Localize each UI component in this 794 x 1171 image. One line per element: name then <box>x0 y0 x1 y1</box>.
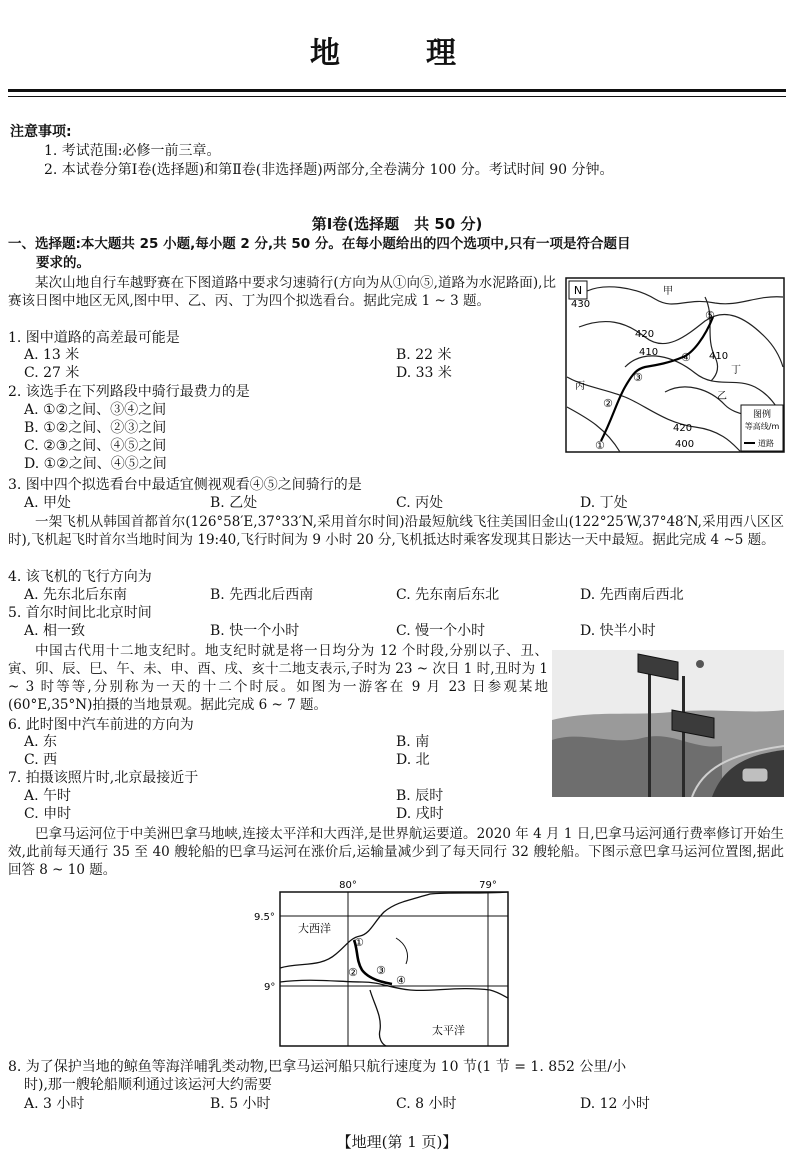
q3-option-c[interactable]: C. 丙处 <box>396 495 444 511</box>
contour-410: 410 <box>639 347 659 358</box>
q4-option-c[interactable]: C. 先东南后东北 <box>396 587 500 603</box>
stand-yi: 乙 <box>717 391 727 402</box>
contour-420b: 420 <box>673 423 693 434</box>
q4-option-d[interactable]: D. 先西南后西北 <box>580 587 684 603</box>
stand-ding: 丁 <box>731 365 741 376</box>
stand-bing: 丙 <box>575 381 585 392</box>
road-point-5: ⑤ <box>705 309 715 322</box>
lon-label-79: 79° <box>479 880 497 891</box>
q8-stem: 8. 为了保护当地的鲸鱼等海洋哺乳类动物,巴拿马运河船只航行速度为 10 节(1 节 = 1. 852 公里/小 <box>8 1059 627 1075</box>
q7-stem: 7. 拍摄该照片时,北京最接近于 <box>8 770 199 786</box>
q5-option-a[interactable]: A. 相一致 <box>24 623 86 639</box>
panama-canal-map <box>250 878 520 1050</box>
part-instruction-cont: 要求的。 <box>36 255 90 271</box>
contour-420: 420 <box>635 329 655 340</box>
road-point-3: ③ <box>633 371 643 384</box>
q6-option-b[interactable]: B. 南 <box>396 734 430 750</box>
passage-4: 巴拿马运河位于中美洲巴拿马地峡,连接太平洋和大西洋,是世界航运要道。2020 年 4 月 1 日,巴拿马运河通行费率修订开始生效,此前每天通行 35 至 40 艘轮船的巴拿马运河在涨价后,运输量减少到了每天同行 32 艘轮船。下图示意巴拿马运河位置图,据此回答 8 ~ 10 题。 <box>8 826 784 878</box>
q7-option-a[interactable]: A. 午时 <box>24 788 72 804</box>
notice-heading: 注意事项: <box>10 124 72 140</box>
page-footer: 【地理(第 1 页)】 <box>336 1133 458 1151</box>
q8-option-b[interactable]: B. 5 小时 <box>210 1096 271 1112</box>
part-instruction: 一、选择题:本大题共 25 小题,每小题 2 分,共 50 分。在每小题给出的四个选项中,只有一项是符合题目 <box>8 236 631 252</box>
q3-stem: 3. 图中四个拟选看台中最适宜侧视观看④⑤之间骑行的是 <box>8 477 362 493</box>
q7-option-b[interactable]: B. 辰时 <box>396 788 444 804</box>
north-arrow-label: N <box>573 284 583 297</box>
legend-title: 图例 <box>752 410 772 420</box>
q7-option-c[interactable]: C. 申时 <box>24 806 72 822</box>
passage-1: 某次山地自行车越野赛在下图道路中要求匀速骑行(方向为从①向⑤,道路为水泥路面),比赛该日图中地区无风,图中甲、乙、丙、丁为四个拟选看台。据此完成 1 ~ 3 题。 <box>8 275 556 309</box>
page-title: 地 理 <box>310 36 484 71</box>
section-title: 第Ⅰ卷(选择题 共 50 分) <box>311 215 483 233</box>
q2-option-d[interactable]: D. ①②之间、④⑤之间 <box>24 456 167 472</box>
lon-label-80: 80° <box>339 880 357 891</box>
q1-option-c[interactable]: C. 27 米 <box>24 365 80 381</box>
atlantic-label: 大西洋 <box>298 922 331 935</box>
road-point-1: ① <box>595 439 605 452</box>
q5-stem: 5. 首尔时间比北京时间 <box>8 605 152 621</box>
q1-stem: 1. 图中道路的高差最可能是 <box>8 330 180 346</box>
stand-jia: 甲 <box>663 286 673 297</box>
canal-point-2: ② <box>348 966 358 979</box>
q2-option-a[interactable]: A. ①②之间、③④之间 <box>24 402 167 418</box>
q6-option-c[interactable]: C. 西 <box>24 752 58 768</box>
landscape-photo <box>552 650 784 797</box>
title-rule-thin <box>8 96 786 97</box>
q6-option-d[interactable]: D. 北 <box>396 752 430 768</box>
passage-3: 中国古代用十二地支纪时。地支纪时就是将一日均分为 12 个时段,分别以子、丑、寅、卯、辰、巳、午、未、申、酉、戌、亥十二地支表示,子时为 23 ~ 次日 1 时,丑时为 1 ~ 3 时等等,分别称为一天的十二个时辰。如图为一游客在 9 月 23 日参观某地(60°E,35°N)拍摄的当地景观。据此完成 6 ~ 7 题。 <box>8 643 548 713</box>
canal-point-1: ① <box>354 936 364 949</box>
q1-option-a[interactable]: A. 13 米 <box>24 347 80 363</box>
contour-map <box>565 277 785 453</box>
canal-point-4: ④ <box>396 974 406 987</box>
q1-option-d[interactable]: D. 33 米 <box>396 365 452 381</box>
lat-label-9: 9° <box>264 982 276 993</box>
q8-option-a[interactable]: A. 3 小时 <box>24 1096 85 1112</box>
q3-option-a[interactable]: A. 甲处 <box>24 495 72 511</box>
title-rule-thick <box>8 89 786 92</box>
q4-option-b[interactable]: B. 先西北后西南 <box>210 587 314 603</box>
q5-option-b[interactable]: B. 快一个小时 <box>210 623 300 639</box>
q4-option-a[interactable]: A. 先东北后东南 <box>24 587 128 603</box>
q3-option-b[interactable]: B. 乙处 <box>210 495 258 511</box>
passage-2: 一架飞机从韩国首都首尔(126°58′E,37°33′N,采用首尔时间)沿最短航线飞往美国旧金山(122°25′W,37°48′N,采用西八区区时),飞机起飞时首尔当地时间为 19:40,飞行时间为 9 小时 20 分,飞机抵达时乘客发现其日影达一天中最短。据此完成 4 ~5 题。 <box>8 514 784 548</box>
contour-430: 430 <box>571 299 591 310</box>
q6-stem: 6. 此时图中汽车前进的方向为 <box>8 717 194 733</box>
contour-410b: 410 <box>709 351 729 362</box>
q8-stem-cont: 时),那一艘轮船顺利通过该运河大约需要 <box>24 1077 272 1093</box>
q3-option-d[interactable]: D. 丁处 <box>580 495 628 511</box>
q1-option-b[interactable]: B. 22 米 <box>396 347 452 363</box>
q7-option-d[interactable]: D. 戌时 <box>396 806 444 822</box>
q5-option-c[interactable]: C. 慢一个小时 <box>396 623 486 639</box>
lat-label-9.5: 9.5° <box>254 912 275 923</box>
contour-400: 400 <box>675 439 695 450</box>
pacific-label: 太平洋 <box>432 1024 465 1037</box>
legend-road: 道路 <box>758 439 774 448</box>
q2-stem: 2. 该选手在下列路段中骑行最费力的是 <box>8 384 250 400</box>
q2-option-b[interactable]: B. ①②之间、②③之间 <box>24 420 167 436</box>
q4-stem: 4. 该飞机的飞行方向为 <box>8 569 152 585</box>
canal-point-3: ③ <box>376 964 386 977</box>
q2-option-c[interactable]: C. ②③之间、④⑤之间 <box>24 438 167 454</box>
road-point-4: ④ <box>681 351 691 364</box>
q5-option-d[interactable]: D. 快半小时 <box>580 623 656 639</box>
notice-item-2: 2. 本试卷分第Ⅰ卷(选择题)和第Ⅱ卷(非选择题)两部分,全卷满分 100 分。考试时间 90 分钟。 <box>44 162 614 178</box>
q8-option-c[interactable]: C. 8 小时 <box>396 1096 457 1112</box>
notice-item-1: 1. 考试范围:必修一前三章。 <box>44 143 221 159</box>
legend-contour: 等高线/m <box>744 422 780 431</box>
q8-option-d[interactable]: D. 12 小时 <box>580 1096 650 1112</box>
q6-option-a[interactable]: A. 东 <box>24 734 58 750</box>
road-point-2: ② <box>603 397 613 410</box>
